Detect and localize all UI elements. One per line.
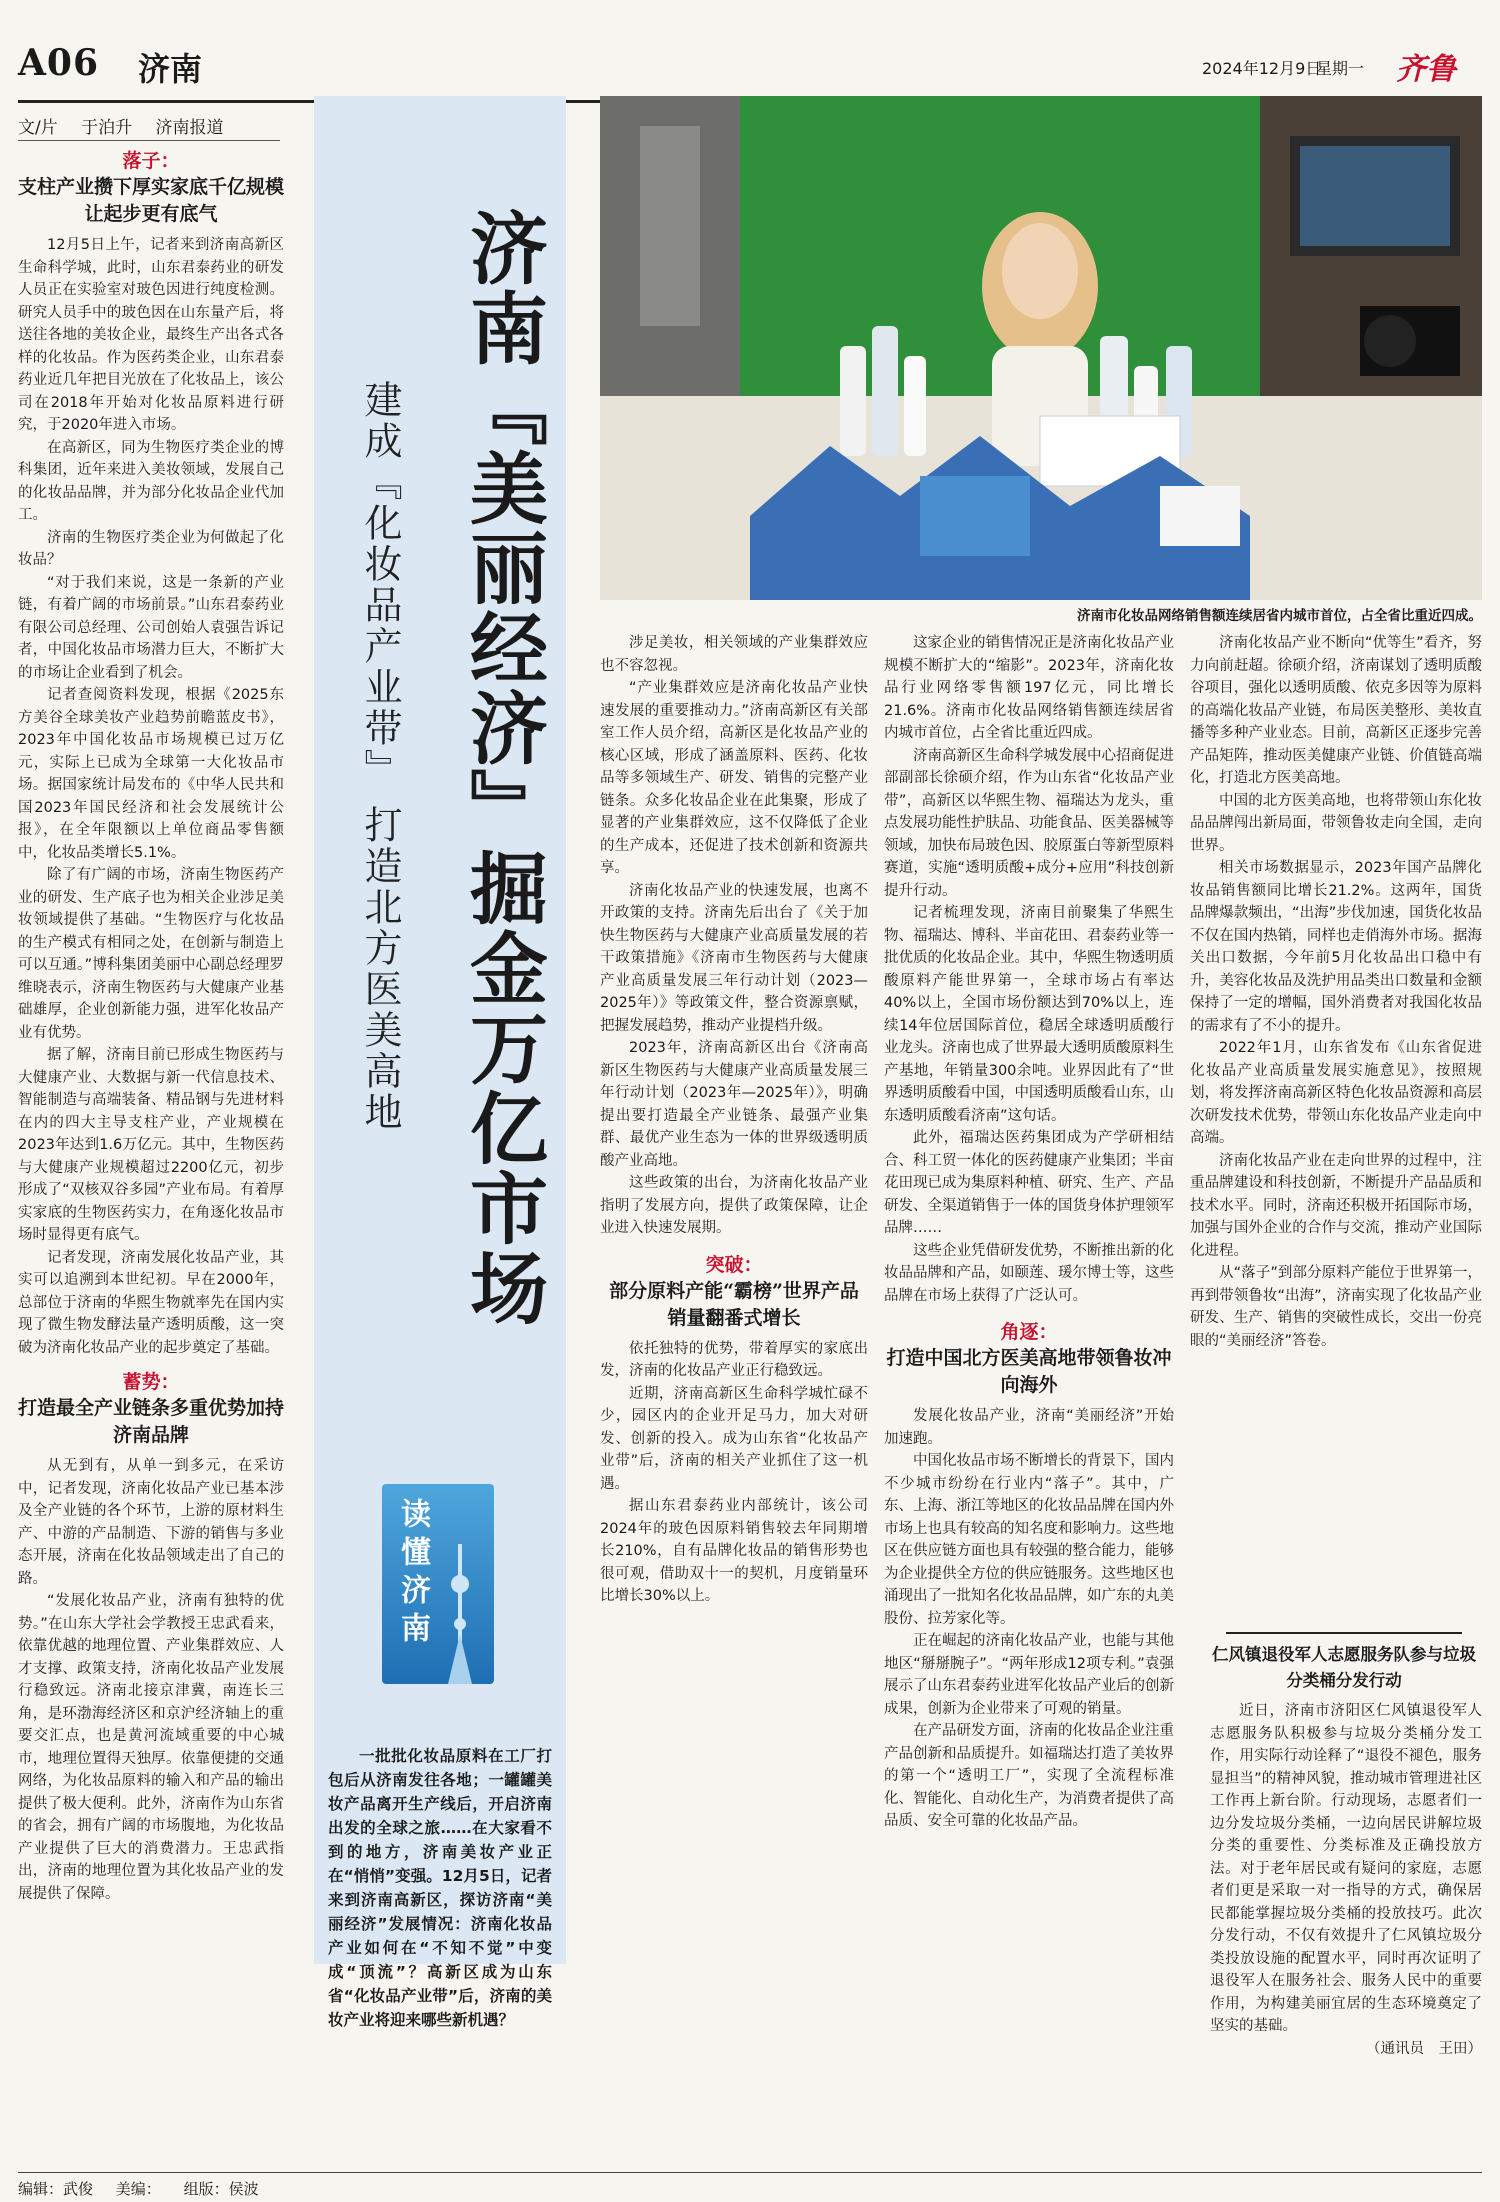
paragraph: 记者梳理发现，济南目前聚集了华熙生物、福瑞达、博科、半亩花田、君泰药业等一批优质的化妆品企业。其中，华熙生物透明质酸原料产能世界第一，全球市场占有率达40%以上，全国市场份额达到70%以上，连续14年位居国际首位，稳居全球透明质酸行业龙头。济南也成了世界最大透明质酸原料生产基地，年销量300余吨。业界因此有了“世界透明质酸看中国，中国透明质酸看山东，山东透明质酸看济南”这句话。 [884,905,1174,1124]
paragraph: 除了有广阔的市场，济南生物医药产业的研发、生产底子也为相关企业涉足美妆领域提供了基础。“生物医疗与化妆品的生产模式有相同之处，在创新与制造上可以互通。”博科集团美丽中心副总经理罗维晓表示，济南生物医药与大健康产业基础雄厚，企业创新能力强，进军化妆品产业有优势。 [18,867,284,1041]
sub-headline: 建成『化妆品产业带』 打造北方医美高地 [358,380,402,1134]
sidebox-body [1210,1700,1482,2162]
paragraph: 这些政策的出台，为济南化妆品产业指明了发展方向，提供了政策保障，让企业进入快速发展期。 [600,1175,868,1236]
paragraph: 记者查阅资料发现，根据《2025东方美谷全球美妆产业趋势前瞻蓝皮书》，2023年中国化妆品市场规模已过万亿元，实际上已成为全球第一大化妆品市场。据国家统计局发布的《中华人民共和国2023年国民经济和社会发展统计公报》，在全年限额以上单位商品零售额中，化妆品类增长5.1%。 [18,687,284,861]
paragraph: 济南化妆品产业不断向“优等生”看齐，努力向前赶超。徐硕介绍，济南谋划了透明质酸谷项目，强化以透明质酸、依克多因等为原料的高端化妆品产业链，布局医美整形、美妆直播等多种产业业态。目前，高新区正逐步完善产品矩阵，推动医美健康产业链、价值链高端化，打造北方医美高地。 [1190,635,1482,786]
paragraph: 依托独特的优势，带着厚实的家底出发，济南的化妆品产业正行稳致远。 [600,1340,868,1379]
footer-art: 美编： [115,2180,161,2198]
paragraph: 从“落子”到部分原料产能位于世界第一，再到带领鲁妆“出海”，济南实现了化妆品产业研发、生产、销售的突破性成长，交出一份亮眼的“美丽经济”答卷。 [1190,1265,1482,1349]
paragraph: 这家企业的销售情况正是济南化妆品产业规模不断扩大的“缩影”。2023年，济南化妆品行业网络零售额197亿元，同比增长21.6%。济南市化妆品网络销售额连续居省内城市首位，占全省比重近四成。 [884,635,1174,741]
column-badge [382,1484,494,1684]
paragraph: “产业集群效应是济南化妆品产业快速发展的重要推动力。”济南高新区有关部室工作人员介绍，高新区是化妆品产业的核心区域，形成了涵盖原料、医药、化妆品等多领域生产、研发、销售的完整产业链条。众多化妆品企业在此集聚，形成了显著的产业集群效应，这不仅降低了企业的生产成本，还促进了技术创新和资源共享。 [600,680,868,876]
newspaper-logo: 齐鲁 [1396,52,1456,87]
paragraph: 济南化妆品产业在走向世界的过程中，注重品牌建设和科技创新，不断提升产品品质和技术水平。同时，济南还积极开拓国际市场，加强与国外企业的合作与交流，推动产业国际化进程。 [1190,1152,1482,1259]
paragraph: 中国化妆品市场不断增长的背景下，国内不少城市纷纷在行业内“落子”。其中，广东、上海、浙江等地区的化妆品品牌在国内外市场上也具有较高的知名度和影响力。这些地区在供应链方面也具有较强的整合能力，能够为企业提供全方位的供应链服务。这些地区也涌现出了一批知名化妆品品牌，如广东的丸美股份、拉芳家化等。 [884,1453,1174,1627]
livestream-photo-illustration [600,96,1482,600]
section-title-3: 部分原料产能“霸榜”世界产品销量翻番式增长 [609,1279,859,1329]
section-tag-3: 突破： [705,1253,763,1276]
tv-tower-icon [440,1534,480,1684]
page-footer [18,2178,277,2199]
byline-author: 于泊升 [81,118,133,138]
sidebox-credit: （通讯员 王田） [1366,2040,1482,2057]
lead-paragraph [328,1744,552,2032]
section-name: 济南 [138,50,203,88]
paragraph: 相关市场数据显示，2023年国产品牌化妆品销售额同比增长21.2%。这两年，国货品牌爆款频出，“出海”步伐加速，国货化妆品不仅在国内热销，同样也走俏海外市场。据海关出口数据，今年前5月化妆品出口稳中有升，美容化妆品及洗护用品类出口数量和金额保持了一定的增幅，国外消费者对我国化妆品的需求有了不小的提升。 [1190,860,1482,1034]
section-tag-4: 角逐： [1000,1321,1058,1343]
section-tag-1: 落子： [122,150,180,172]
footer-layout: 组版：侯波 [183,2180,259,2198]
issue-date: 2024年12月9日 [1202,59,1322,78]
section-tag-2: 蓄势： [122,1371,180,1393]
paragraph: 12月5日上午，记者来到济南高新区生命科学城，此时，山东君泰药业的研发人员正在实验室对玻色因进行纯度检测。研究人员手中的玻色因在山东量产后，将送往各地的美妆企业，最终生产出各式各样的化妆品。作为医药类企业，山东君泰药业近几年把目光放在了化妆品上，该公司在2018年开始对化妆品原料进行研究，于2020年进入市场。 [18,237,284,433]
paragraph: 从无到有，从单一到多元，在采访中，记者发现，济南化妆品产业已基本涉及全产业链的各个环节，上游的原材料生产、中游的产品制造、下游的销售与多业态开展，济南在化妆品领域走出了自己的路。 [18,1458,284,1587]
paragraph: 在产品研发方面，济南的化妆品企业注重产品创新和品质提升。如福瑞达打造了美妆界的第一个“透明工厂”，实现了全流程标准化、智能化、自动化生产，为消费者提供了高品质、安全可靠的化妆品产品。 [884,1723,1174,1829]
paragraph: 此外，福瑞达医药集团成为产学研相结合、科工贸一体化的医药健康产业集团；半亩花田现已成为集原料种植、研究、生产、产品研发、全渠道销售于一体的国货身体护理领军品牌…… [884,1130,1174,1236]
paragraph: 涉足美妆，相关领域的产业集群效应也不容忽视。 [600,635,868,674]
paragraph: 济南化妆品产业的快速发展，也离不开政策的支持。济南先后出台了《关于加快生物医药与大健康产业高质量发展的若干政策措施》《济南市生物医药与大健康产业高质量发展三年行动计划（2023—2025年）》等政策文件，整合资源禀赋，把握发展趋势，推动产业提档升级。 [600,882,868,1034]
byline-source: 济南报道 [155,118,224,138]
footer-editor: 编辑：武俊 [18,2180,94,2198]
footer-rule [18,2172,1482,2173]
paragraph: 近期，济南高新区生命科学城忙碌不少，园区内的企业开足马力，加大对研发、创新的投入。成为山东省“化妆品产业带”后，济南的相关产业抓住了这一机遇。 [600,1385,868,1492]
article-column-3 [600,632,868,2162]
page-header [18,42,1482,102]
paragraph: “对于我们来说，这是一条新的产业链，有着广阔的市场前景。”山东君泰药业有限公司总经理、公司创始人袁强告诉记者，中国化妆品市场潜力巨大，不断扩大的市场让企业看到了机会。 [18,574,284,681]
sidebox-rule [1226,1632,1462,1634]
article-column-4 [884,632,1174,2162]
section-title-2: 打造最全产业链条多重优势加持济南品牌 [18,1397,284,1446]
byline [18,113,280,141]
paragraph: 济南的生物医疗类企业为何做起了化妆品？ [18,529,284,568]
paragraph: “发展化妆品产业，济南有独特的优势。”在山东大学社会学教授王忠武看来，依靠优越的地理位置、产业集群效应、人才支撑、政策支持，济南化妆品产业发展行稳致远。济南北接京津冀，南连长三角，是环渤海经济区和京沪经济轴上的重要交汇点，也是黄河流域重要的中心城市，地理位置得天独厚。依靠便捷的交通网络，为化妆品原料的输入和产品的输出提供了极大便利。此外，济南作为山东省的省会，拥有广阔的市场腹地，为化妆品产业提供了巨大的消费潜力。王忠武指出，济南的地理位置为其化妆品产业的发展提供了保障。 [18,1593,284,1902]
issue-weekday: 星期一 [1316,59,1365,78]
section-title-1: 支柱产业攒下厚实家底千亿规模让起步更有底气 [18,176,284,225]
column-badge-text: 读懂济南 [395,1498,430,1650]
paragraph: 发展化妆品产业，济南“美丽经济”开始加速跑。 [884,1408,1174,1447]
paragraph: 济南高新区生命科学城发展中心招商促进部副部长徐硕介绍，作为山东省“化妆品产业带”，高新区以华熙生物、福瑞达为龙头，重点发展功能性护肤品、功能食品、医美器械等领域，加快布局玻色因、胶原蛋白等新型原料赛道，实施“透明质酸+成分+应用”科技创新提升行动。 [884,747,1174,899]
paragraph: 在高新区，同为生物医疗类企业的博科集团，近年来进入美妆领域，发展自己的化妆品品牌，并为部分化妆品企业代加工。 [18,439,284,523]
news-photo [600,96,1482,600]
photo-caption: 济南市化妆品网络销售额连续居省内城市首位，占全省比重近四成。 [1077,608,1482,624]
main-headline: 济南『美丽经济』掘金万亿市场 [457,208,548,1328]
paragraph: 正在崛起的济南化妆品产业，也能与其他地区“掰掰腕子”。“两年形成12项专利。”袁强展示了山东君泰药业进军化妆品产业后的创新成果，创新为企业带来了可观的销量。 [884,1633,1174,1717]
article-column-5 [1190,632,1482,1622]
paragraph: 中国的北方医美高地，也将带领山东化妆品品牌闯出新局面，带领鲁妆走向全国，走向世界。 [1190,792,1482,854]
paragraph: 据了解，济南目前已形成生物医药与大健康产业、大数据与新一代信息技术、智能制造与高端装备、精品钢与先进材料在内的四大主导支柱产业，产业规模在2023年达到1.6万亿元。其中，生物医药与大健康产业规模超过2200亿元，初步形成了“双核双谷多园”产业布局。有着厚实家底的生物医药实力，在角逐化妆品市场时显得更有底气。 [18,1047,284,1243]
page-number: A06 [18,42,100,84]
sidebox-title: 仁风镇退役军人志愿服务队参与垃圾分类桶分发行动 [1212,1645,1476,1690]
article-column-1 [18,142,284,2162]
paragraph: 这些企业凭借研发优势，不断推出新的化妆品品牌和产品，如颐莲、瑗尔博士等，这些品牌在市场上获得了广泛认可。 [884,1242,1174,1304]
paragraph: 2022年1月，山东省发布《山东省促进化妆品产业高质量发展实施意见》，按照规划，将发挥济南高新区特色化妆品资源和高层次研发技术优势，带领山东化妆品产业走向中高端。 [1190,1040,1482,1146]
paragraph: 据山东君泰药业内部统计，该公司2024年的玻色因原料销售较去年同期增长210%，自有品牌化妆品的销售形势也很可观，借助双十一的契机，月度销量环比增长30%以上。 [600,1498,868,1604]
section-title-4: 打造中国北方医美高地带领鲁妆冲向海外 [886,1347,1172,1396]
byline-label: 文/片 [18,118,58,138]
sidebox-text: 近日，济南市济阳区仁风镇退役军人志愿服务队积极参与垃圾分类桶分发工作，用实际行动诠释了“退役不褪色，服务显担当”的精神风貌，推动城市管理进社区工作再上新台阶。行动现场，志愿者们一边分发垃圾分类桶，一边向居民讲解垃圾分类的重要性、分类标准及正确投放方法。对于老年居民或有疑问的家庭，志愿者们更是采取一对一指导的方式，确保居民都能掌握垃圾分类桶的投放技巧。此次分发行动，不仅有效提升了仁风镇垃圾分类投放设施的配置水平，同时再次证明了退役军人在服务社会、服务人民中的重要作用，为构建美丽宜居的生态环境奠定了坚实的基础。 [1210,1703,1482,2034]
paragraph: 2023年，济南高新区出台《济南高新区生物医药与大健康产业高质量发展三年行动计划（2023年—2025年）》，明确提出要打造最全产业链条、最强产业集群、最优产业生态为一体的世界级透明质酸产业高地。 [600,1040,868,1169]
lead-text: 一批批化妆品原料在工厂打包后从济南发往各地；一罐罐美妆产品离开生产线后，开启济南出发的全球之旅……在大家看不到的地方，济南美妆产业正在“悄悄”变强。12月5日，记者来到济南高新区，探访济南“美丽经济”发展情况：济南化妆品产业如何在“不知不觉”中变成“顶流”？高新区成为山东省“化妆品产业带”后，济南的美妆产业将迎来哪些新机遇？ [328,1747,552,2029]
paragraph: 记者发现，济南发展化妆品产业，其实可以追溯到本世纪初。早在2000年，总部位于济南的华熙生物就率先在国内实现了微生物发酵法量产透明质酸，这一突破为济南化妆品产业的起步奠定了基础。 [18,1249,284,1356]
